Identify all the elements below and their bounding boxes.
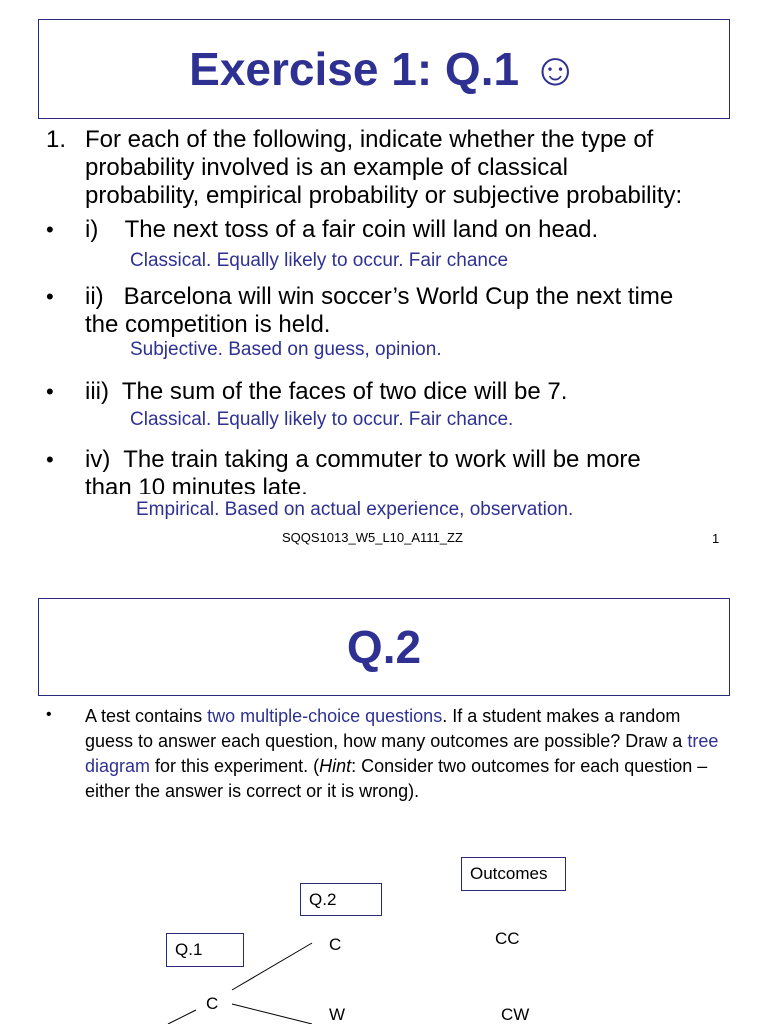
intro-line-2: probability involved is an example of classical (85, 154, 568, 181)
item-ii-line-2: the competition is held. (85, 311, 331, 338)
outcome-cc: CC (495, 929, 520, 948)
item-iii-line-1: iii) The sum of the faces of two dice will be 7. (85, 378, 568, 405)
tree-node-q2-c: C (329, 935, 342, 954)
tree-node-q1-c: C (206, 994, 219, 1013)
bullet-i: • (46, 217, 54, 242)
item-ii-answer: Subjective. Based on guess, opinion. (130, 339, 442, 360)
branch-q1c-to-q2c (232, 943, 312, 990)
branch-q1c-to-q2w (232, 1004, 312, 1024)
slide2-bullet: • (46, 706, 52, 723)
q2-text-2: . If a student makes a random guess to answer each question, how many outcomes are possible? Draw a (85, 706, 688, 751)
q2-text-3: for this experiment. ( (150, 756, 320, 776)
intro-line-1: For each of the following, indicate whether the type of (85, 126, 654, 153)
outcome-cw: CW (501, 1005, 530, 1024)
q1-label-box: Q.1 (166, 933, 244, 967)
branch-root-to-q1c (168, 1010, 196, 1024)
intro-line-3: probability, empirical probability or subjective probability: (85, 182, 683, 209)
q2-label-box: Q.2 (300, 883, 382, 916)
bullet-ii: • (46, 284, 54, 309)
q2-text-4: : Consider two outcomes for each question – either the answer is correct or it is wrong). (85, 756, 708, 801)
slide2-question (85, 704, 725, 804)
item-iv-answer: Empirical. Based on actual experience, observation. (136, 499, 574, 520)
item-i-answer: Classical. Equally likely to occur. Fair chance (130, 250, 509, 271)
slide-footer: SQQS1013_W5_L10_A111_ZZ (282, 530, 463, 545)
q2-hint: Hint (319, 756, 352, 776)
slide2-title: Q.2 (38, 598, 730, 696)
page-number: 1 (712, 531, 720, 546)
slide1-title: Exercise 1: Q.1 ☺ (38, 19, 730, 119)
tree-node-q2-w: W (329, 1005, 346, 1024)
item-ii-line-1: ii) Barcelona will win soccer’s World Cup the next time (85, 283, 674, 310)
item-iv-line-1: iv) The train taking a commuter to work will be more (85, 446, 641, 473)
bullet-iv: • (46, 447, 54, 472)
outcomes-label-box: Outcomes (461, 857, 566, 891)
q2-highlight-tree: tree diagram (85, 731, 719, 776)
intro-number: 1. (46, 126, 67, 153)
item-i-line-1: i) The next toss of a fair coin will land on head. (85, 216, 599, 243)
item-iii-answer: Classical. Equally likely to occur. Fair chance. (130, 409, 514, 430)
q2-highlight-mcq: two multiple-choice questions (207, 706, 443, 726)
item-iv-line-2: than 10 minutes late. (85, 474, 308, 494)
bullet-iii: • (46, 379, 54, 404)
q2-text-1: A test contains (85, 706, 208, 726)
